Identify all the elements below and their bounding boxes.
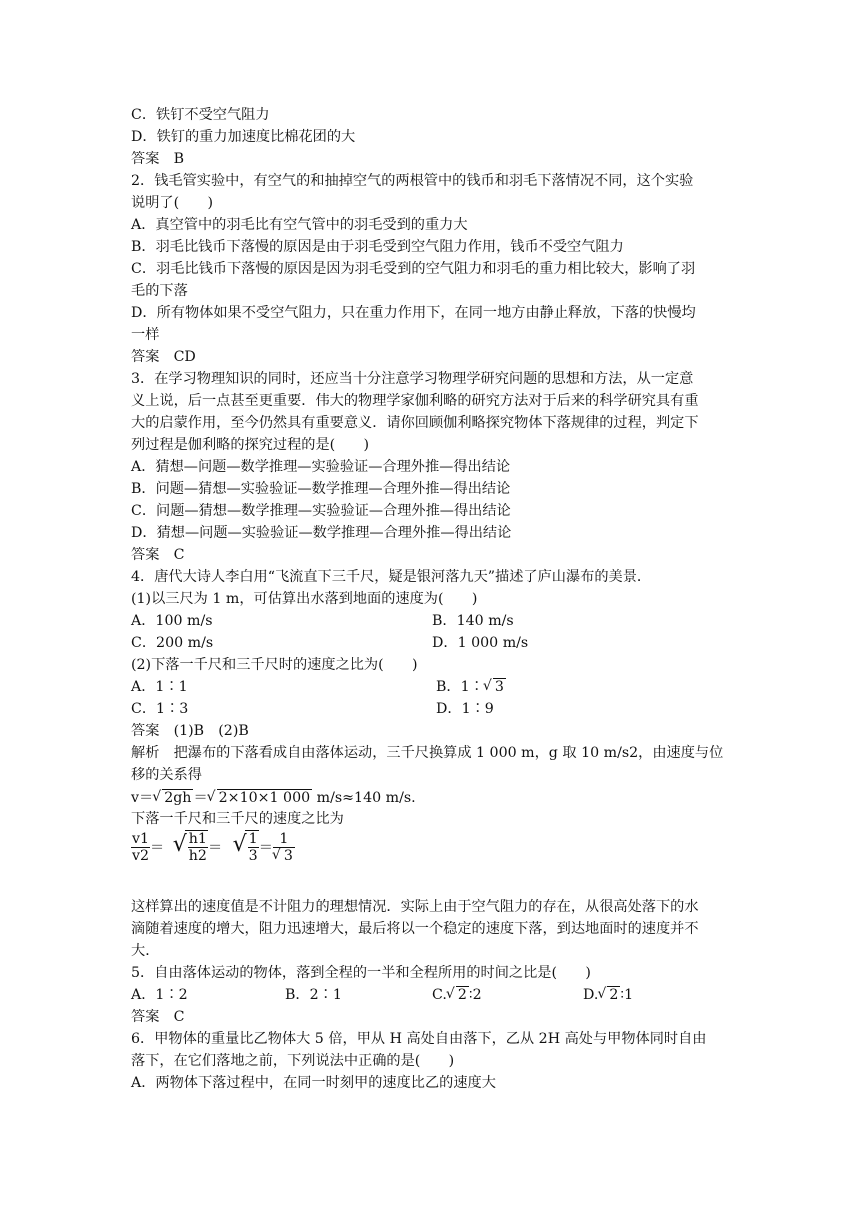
q5-option-a: A．1∶2: [131, 987, 188, 1003]
radicand: 2×10×1 000: [218, 790, 311, 806]
q4-analysis-line1: 解析 把瀑布的下落看成自由落体运动，三千尺换算成 1 000 m，g 取 10 m/s2，由速度与位: [131, 745, 724, 761]
q4-sub1-option-b: B．140 m/s: [432, 613, 514, 629]
q4-sub1-option-c: C．200 m/s: [131, 635, 214, 651]
formula-result: m/s≈140 m/s.: [312, 790, 416, 806]
numerator: v1: [132, 830, 150, 847]
sqrt-symbol: √ $\frac{h1}{h2}$: [172, 831, 207, 864]
q5-option-b: B．2∶1: [285, 987, 342, 1003]
q2-option-d-line1: D．所有物体如果不受空气阻力，只在重力作用下，在同一地方由静止释放，下落的快慢均: [131, 305, 696, 321]
fraction-h1-h2: [185, 830, 208, 864]
formula-equals: ＝: [193, 790, 208, 806]
q5-answer: 答案 C: [131, 1009, 185, 1025]
denominator: h2: [188, 848, 207, 864]
q3-answer: 答案 C: [131, 547, 185, 563]
sqrt-symbol: [598, 984, 620, 1006]
sqrt-symbol: [447, 984, 469, 1006]
sqrt-symbol: [208, 787, 312, 809]
q2-option-c-line2: 毛的下落: [131, 283, 188, 299]
q4-answer: 答案 (1)B (2)B: [131, 723, 249, 739]
formula-equals: ＝: [258, 840, 273, 856]
q4-sub2-option-a: A．1∶1: [131, 679, 188, 695]
sqrt-symbol: √ $\frac{1}{3}$: [232, 831, 258, 864]
radicand: 2gh: [164, 790, 192, 806]
radicand: 3: [494, 679, 504, 695]
q1-answer: 答案 B: [131, 151, 184, 167]
q4-sub2-option-b-prefix: B．1∶: [436, 679, 484, 695]
q5-stem: 5．自由落体运动的物体，落到全程的一半和全程所用的时间之比是( ): [131, 965, 591, 981]
q3-stem-line3: 大的启蒙作用，至今仍然具有重要意义．请你回顾伽利略探究物体下落规律的过程，判定下: [131, 415, 699, 431]
q4-sub1-option-a: A．100 m/s: [131, 613, 213, 629]
fraction-1-sqrt3: [273, 831, 295, 864]
q4-sub2: (2)下落一千尺和三千尺时的速度之比为( ): [131, 657, 418, 673]
q2-option-a: A．真空管中的羽毛比有空气管中的羽毛受到的重力大: [131, 217, 468, 233]
option-prefix: C.: [432, 987, 447, 1003]
q1-option-d: D．铁钉的重力加速度比棉花团的大: [131, 129, 356, 145]
q3-option-c: C．问题—猜想—数学推理—实验验证—合理外推—得出结论: [131, 503, 511, 519]
q4-sub1: (1)以三尺为 1 m，可估算出水落到地面的速度为( ): [131, 591, 478, 607]
option-suffix: ∶1: [620, 987, 634, 1003]
sqrt-symbol: [153, 787, 193, 809]
q4-analysis-line2: 移的关系得: [131, 767, 202, 783]
q4-note-line1: 这样算出的速度值是不计阻力的理想情况．实际上由于空气阻力的存在，从很高处落下的水: [131, 899, 699, 915]
numerator: h1: [188, 831, 207, 847]
numerator: 1: [248, 831, 258, 847]
sqrt-symbol: [484, 676, 506, 698]
q4-ratio-formula: [131, 830, 295, 864]
denominator: v2: [132, 847, 150, 864]
q4-note-line3: 大．: [131, 943, 160, 959]
formula-equals: ＝: [150, 840, 165, 856]
q5-option-d: [583, 984, 633, 1006]
q4-sub2-option-d: D．1∶9: [436, 701, 494, 717]
q2-option-c-line1: C．羽毛比钱币下落慢的原因是因为羽毛受到的空气阻力和羽毛的重力相比较大，影响了羽: [131, 261, 696, 277]
q4-note-line2: 滴随着速度的增大，阻力迅速增大，最后将以一个稳定的速度下落，到达地面时的速度并不: [131, 921, 699, 937]
q3-option-d: D．猜想—问题—实验验证—数学推理—合理外推—得出结论: [131, 525, 512, 541]
q4-ratio-text: 下落一千尺和三千尺的速度之比为: [131, 811, 344, 827]
q3-option-b: B．问题—猜想—实验验证—数学推理—合理外推—得出结论: [131, 481, 511, 497]
q2-option-b: B．羽毛比钱币下落慢的原因是由于羽毛受到空气阻力作用，钱币不受空气阻力: [131, 239, 624, 255]
q6-stem-line2: 落下，在它们落地之前，下列说法中正确的是( ): [131, 1053, 455, 1069]
option-prefix: D.: [583, 987, 599, 1003]
q2-stem-line2: 说明了( ): [131, 195, 214, 211]
radicand: 3: [283, 847, 293, 864]
q6-option-a: A．两物体下落过程中，在同一时刻甲的速度比乙的速度大: [131, 1075, 496, 1091]
q5-option-c: [432, 984, 482, 1006]
denominator: [273, 848, 295, 864]
q2-option-d-line2: 一样: [131, 327, 160, 343]
q4-sub2-option-c: C．1∶3: [131, 701, 189, 717]
option-suffix: ∶2: [468, 987, 482, 1003]
q4-sub1-option-d: D．1 000 m/s: [432, 635, 529, 651]
radicand: 2: [609, 987, 619, 1003]
q2-answer: 答案 CD: [131, 349, 196, 365]
q3-option-a: A．猜想—问题—数学推理—实验验证—合理外推—得出结论: [131, 459, 511, 475]
q3-stem-line1: 3．在学习物理知识的同时，还应当十分注意学习物理学研究问题的思想和方法，从一定意: [131, 371, 694, 387]
q4-sub2-option-b: [436, 676, 506, 698]
formula-equals: ＝: [207, 840, 223, 856]
fraction-v1-v2: [131, 831, 150, 864]
q6-stem-line1: 6．甲物体的重量比乙物体大 5 倍，甲从 H 高处自由落下，乙从 2H 高处与甲物体同时自由: [131, 1031, 707, 1047]
q2-stem-line1: 2．钱毛管实验中，有空气的和抽掉空气的两根管中的钱币和羽毛下落情况不同，这个实验: [131, 173, 694, 189]
q1-option-c: C．铁钉不受空气阻力: [131, 107, 270, 123]
q3-stem-line4: 列过程是伽利略的探究过程的是( ): [131, 437, 370, 453]
sqrt-symbol: [273, 848, 295, 864]
formula-lhs: v＝: [131, 790, 154, 806]
denominator: 3: [248, 848, 258, 864]
q4-stem: 4．唐代大诗人李白用“飞流直下三千尺，疑是银河落九天”描述了庐山瀑布的美景．: [131, 569, 652, 585]
q4-velocity-formula: [131, 787, 416, 809]
radicand: 2: [457, 987, 467, 1003]
q3-stem-line2: 义上说，后一点甚至更重要．伟大的物理学家伽利略的研究方法对于后来的科学研究具有重: [131, 393, 699, 409]
numerator: 1: [273, 831, 295, 848]
